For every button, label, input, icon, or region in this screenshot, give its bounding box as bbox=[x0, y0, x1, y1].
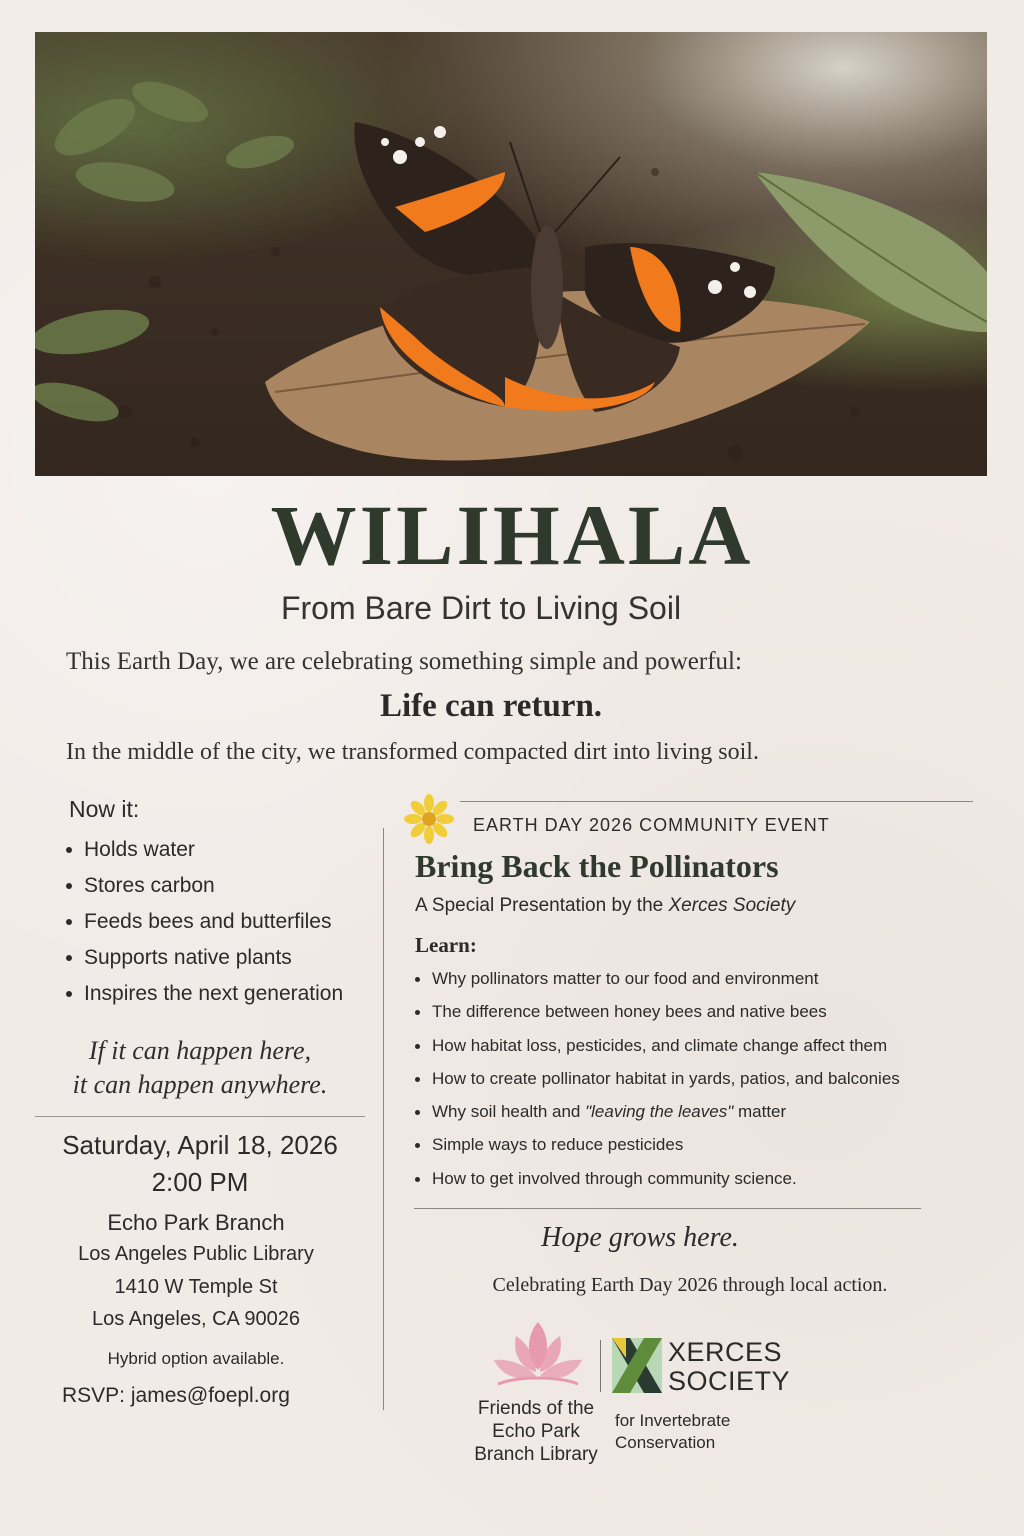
slogan-line-2: it can happen anywhere. bbox=[72, 1070, 328, 1099]
column-divider bbox=[383, 828, 384, 1410]
xerces-subtitle bbox=[615, 1410, 730, 1454]
friends-line-1: Friends of the bbox=[477, 1398, 595, 1419]
xerces-sub-line-2: Conservation bbox=[615, 1433, 716, 1452]
friends-line-3: Branch Library bbox=[474, 1444, 598, 1465]
xerces-sub-line-1: for Invertebrate bbox=[615, 1411, 731, 1430]
xerces-line-1: XERCES bbox=[668, 1337, 783, 1367]
list-item-text: matter bbox=[733, 1102, 787, 1122]
now-list bbox=[62, 837, 343, 1017]
divider bbox=[460, 801, 973, 802]
presenter-org: Xerces Society bbox=[668, 895, 796, 916]
intro-line-1: This Earth Day, we are celebrating something simple and powerful: bbox=[66, 648, 742, 675]
xerces-logo-text bbox=[668, 1338, 790, 1396]
list-item: How habitat loss, pesticides, and climate change affect them bbox=[412, 1034, 900, 1067]
tagline: Life can return. bbox=[379, 688, 603, 724]
logo-divider bbox=[600, 1340, 601, 1392]
divider bbox=[35, 1116, 365, 1117]
intro-line-2: In the middle of the city, we transformed compacted dirt into living soil. bbox=[66, 739, 759, 765]
event-date: Saturday, April 18, 2026 bbox=[62, 1130, 338, 1160]
hero-photo bbox=[35, 32, 987, 476]
list-item: Feeds bees and butterfiles bbox=[62, 909, 343, 945]
list-item: The difference between honey bees and native bees bbox=[412, 1000, 900, 1033]
list-item: How to create pollinator habitat in yards, patios, and balconies bbox=[412, 1067, 900, 1100]
slogan bbox=[40, 1034, 360, 1102]
presenter-prefix: A Special Presentation by the bbox=[415, 895, 669, 916]
page-title: WILIHALA bbox=[270, 487, 754, 583]
list-item bbox=[412, 1100, 900, 1133]
page-subtitle: From Bare Dirt to Living Soil bbox=[280, 590, 682, 626]
list-item: How to get involved through community science. bbox=[412, 1167, 900, 1200]
venue-street: 1410 W Temple St bbox=[114, 1276, 278, 1298]
list-item: Simple ways to reduce pesticides bbox=[412, 1133, 900, 1166]
event-kicker: EARTH DAY 2026 COMMUNITY EVENT bbox=[473, 815, 830, 835]
learn-heading: Learn: bbox=[415, 933, 477, 957]
presenter-line bbox=[415, 895, 795, 917]
hybrid-note: Hybrid option available. bbox=[107, 1349, 285, 1368]
venue-org: Los Angeles Public Library bbox=[78, 1243, 314, 1265]
divider bbox=[414, 1208, 921, 1209]
flower-icon bbox=[404, 794, 454, 844]
list-item-emphasis: "leaving the leaves" bbox=[585, 1102, 734, 1122]
slogan-line-1: If it can happen here, bbox=[88, 1036, 312, 1065]
hope-slogan: Hope grows here. bbox=[541, 1222, 739, 1253]
event-title: Bring Back the Pollinators bbox=[415, 848, 779, 884]
friends-logo-text bbox=[446, 1397, 626, 1466]
venue-city: Los Angeles, CA 90026 bbox=[92, 1308, 300, 1330]
friends-line-2: Echo Park bbox=[492, 1421, 580, 1442]
learn-list bbox=[412, 967, 900, 1200]
now-heading: Now it: bbox=[69, 796, 140, 822]
venue-name: Echo Park Branch bbox=[107, 1210, 285, 1235]
event-time: 2:00 PM bbox=[151, 1167, 249, 1197]
xerces-x-logo-icon bbox=[612, 1338, 662, 1393]
list-item: Inspires the next generation bbox=[62, 981, 343, 1017]
list-item: Why pollinators matter to our food and environment bbox=[412, 967, 900, 1000]
list-item: Holds water bbox=[62, 837, 343, 873]
celebrate-line: Celebrating Earth Day 2026 through local action. bbox=[492, 1274, 888, 1296]
list-item: Supports native plants bbox=[62, 945, 343, 981]
rsvp-link[interactable]: RSVP: james@foepl.org bbox=[62, 1384, 290, 1407]
lotus-logo-icon bbox=[488, 1318, 588, 1394]
xerces-line-2: SOCIETY bbox=[668, 1366, 791, 1396]
butterfly-photo-illustration bbox=[35, 32, 987, 476]
list-item: Stores carbon bbox=[62, 873, 343, 909]
list-item-text: Why soil health and bbox=[432, 1102, 586, 1122]
